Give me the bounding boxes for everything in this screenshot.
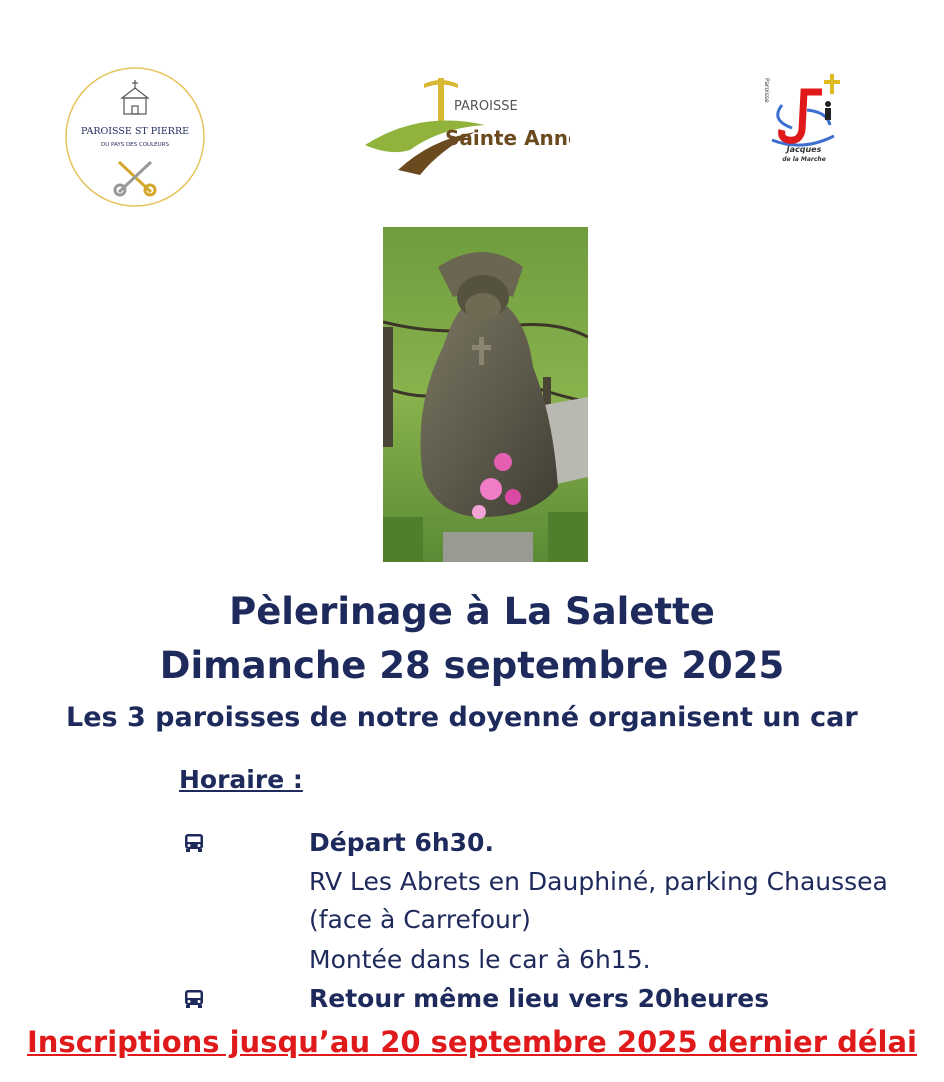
subtitle: Les 3 paroisses de notre doyenné organisent un car (66, 702, 858, 733)
meeting-point-detail: (face à Carrefour) (309, 905, 531, 934)
departure-time: Départ 6h30. (309, 828, 494, 857)
logo-paroisse-sainte-anne (360, 70, 570, 180)
logo-stpierre-line2: DU PAYS DES COULEURS (101, 142, 169, 148)
bus-icon (183, 832, 205, 854)
logo-sainteanne-line1: PAROISSE (454, 99, 518, 114)
bus-icon (183, 988, 205, 1010)
schedule-heading: Horaire : (179, 765, 303, 794)
statue-photo (383, 227, 588, 562)
event-date: Dimanche 28 septembre 2025 (159, 644, 785, 687)
logo-sainteanne-line2: Sainte Anne (445, 126, 570, 150)
logo-paroisse-st-jacques (752, 70, 852, 165)
logo-stjacques-line1: Jacques (786, 145, 822, 154)
logo-stjacques-line2: de la Marche (782, 156, 826, 163)
logo-stpierre-line1: PAROISSE ST PIERRE (80, 126, 190, 137)
return-time: Retour même lieu vers 20heures (309, 984, 770, 1013)
logo-stjacques-vertical: Paroisse (763, 78, 770, 103)
meeting-point: RV Les Abrets en Dauphiné, parking Chaussea (309, 867, 888, 896)
page-title: Pèlerinage à La Salette (229, 590, 715, 633)
logo-paroisse-st-pierre (64, 66, 206, 208)
boarding-time: Montée dans le car à 6h15. (309, 945, 651, 974)
registration-deadline: Inscriptions jusqu’au 20 septembre 2025 dernier délai (27, 1025, 917, 1059)
